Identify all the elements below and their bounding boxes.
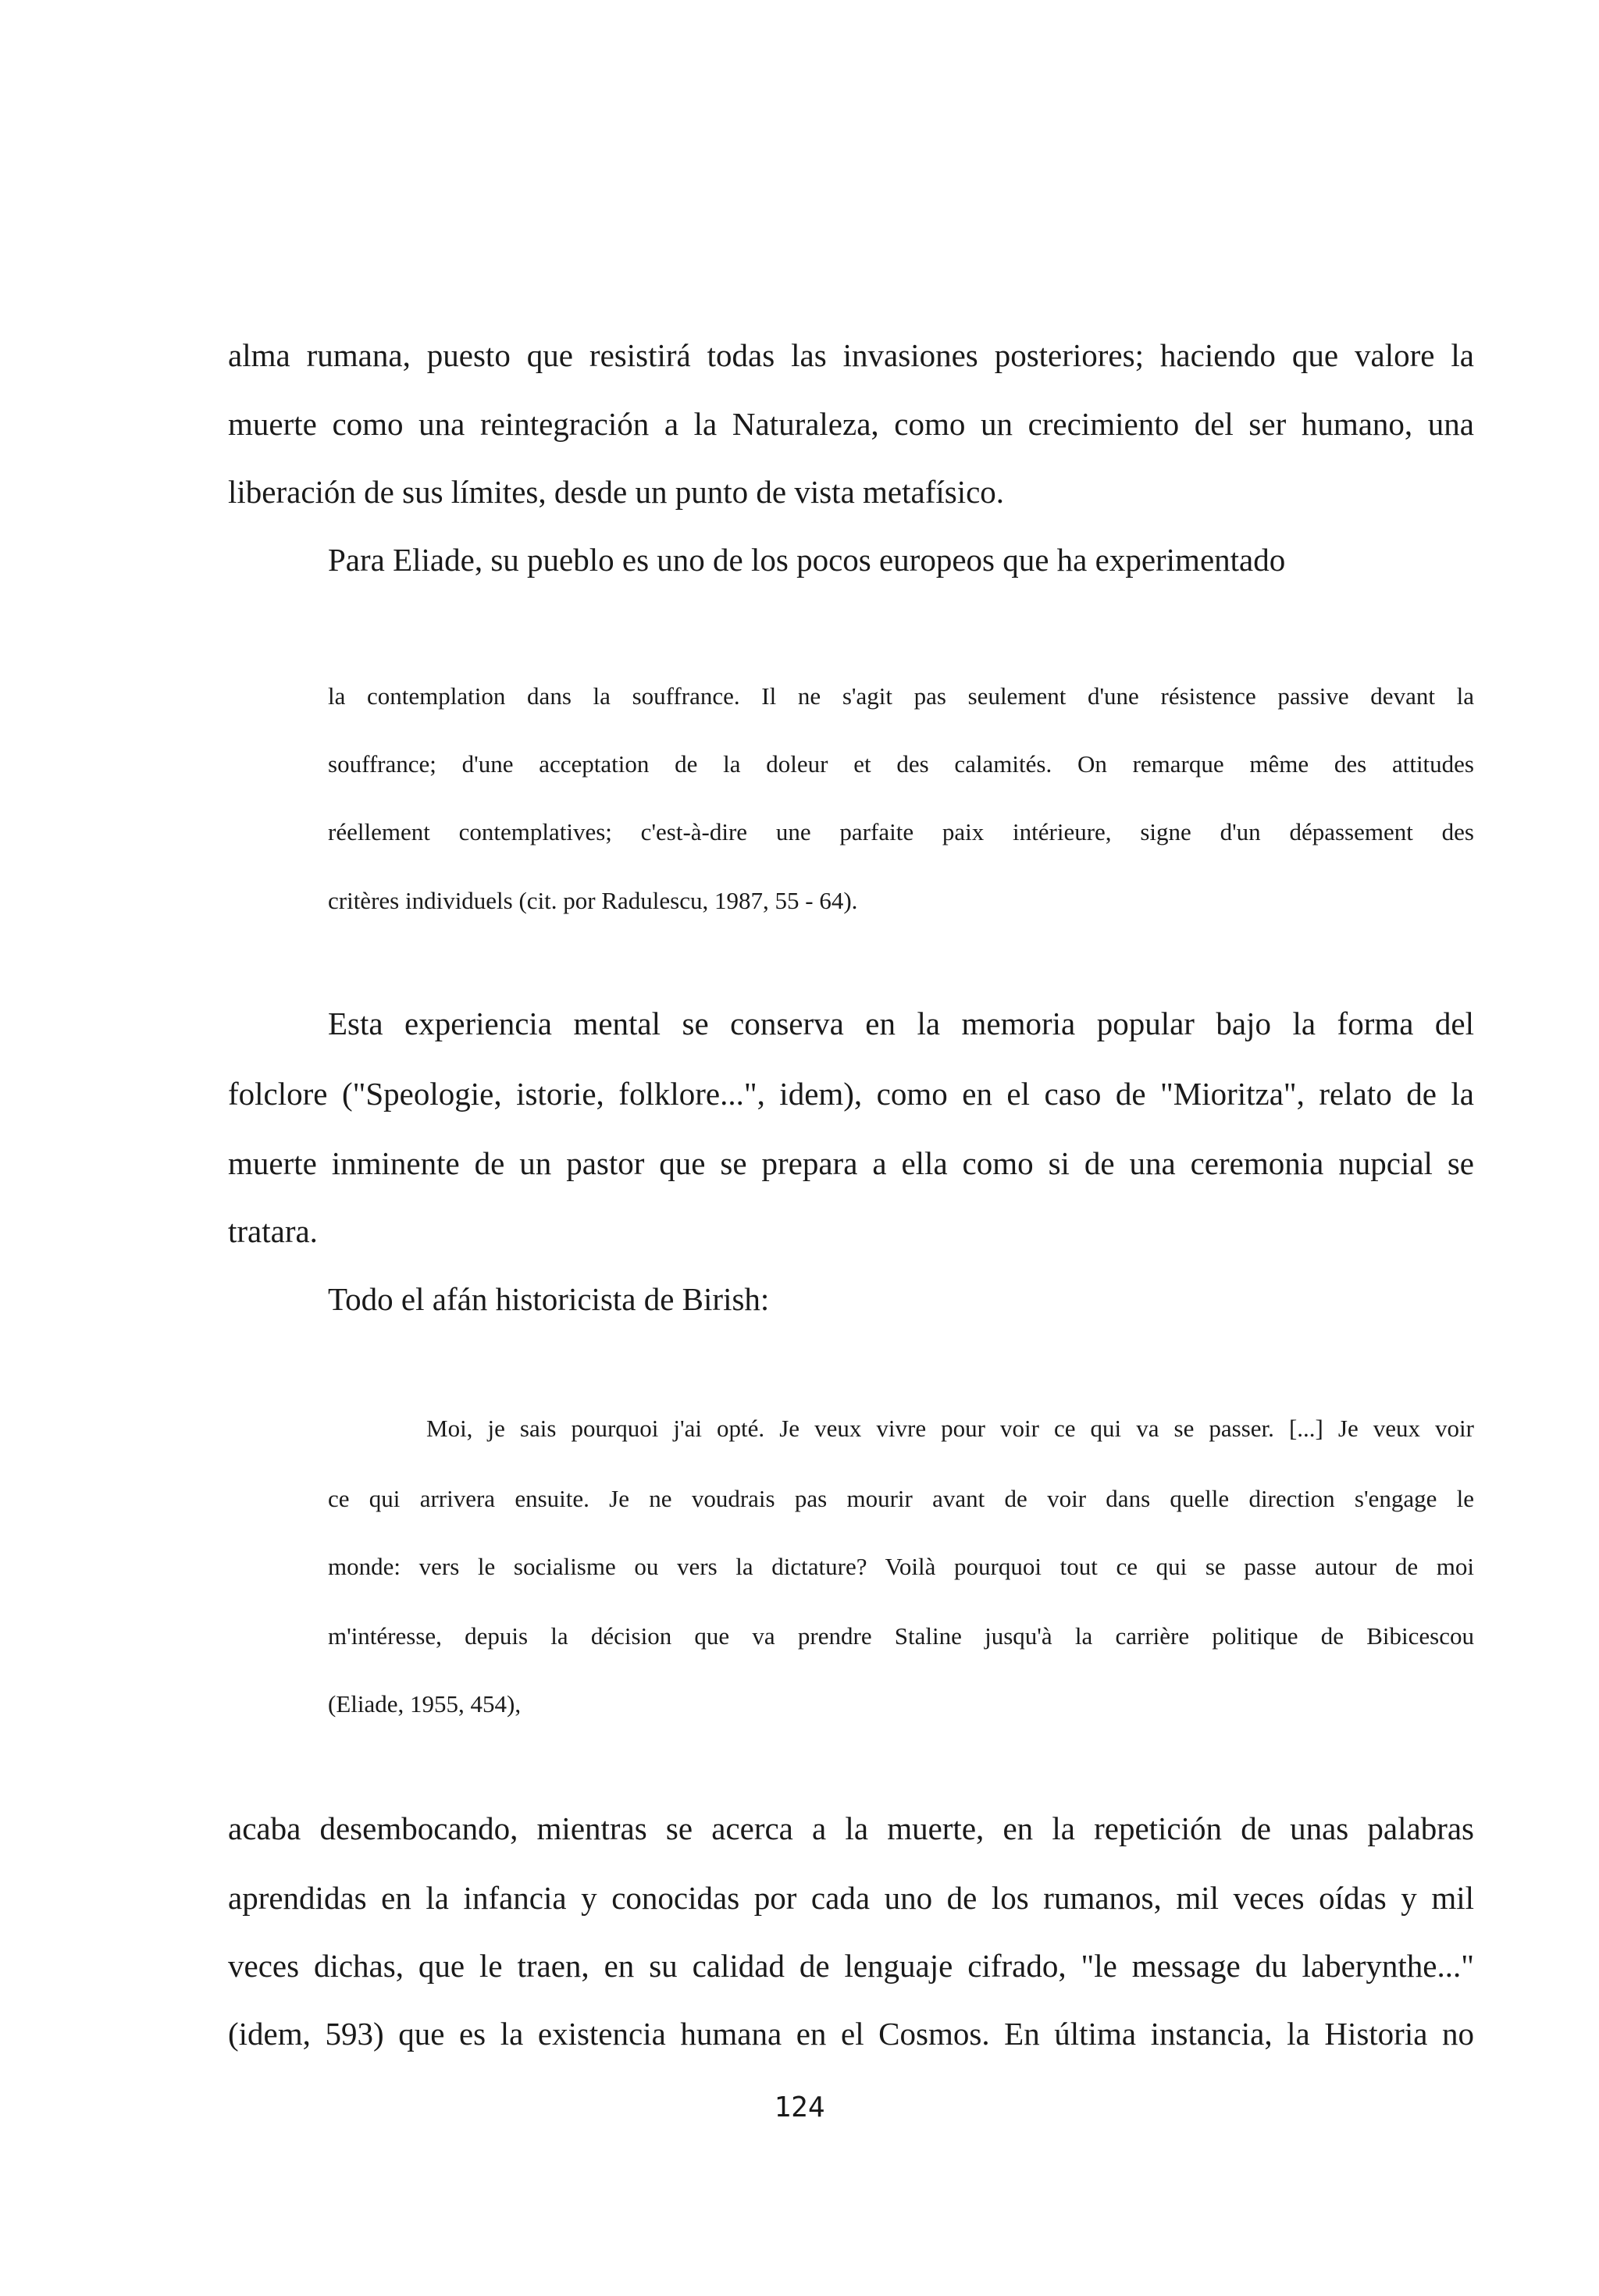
body-text-line: folclore ("Speologie, istorie, folklore...", idem), como en el caso de "Mioritza", relato de la [228,1076,1474,1112]
body-text-line: Todo el afán historicista de Birish: [328,1281,770,1317]
body-text-line: liberación de sus límites, desde un punto de vista metafísico. [228,474,1005,510]
block-quote-line: réellement contemplatives; c'est-à-dire une parfaite paix intérieure, signe d'un dépassement des [328,818,1474,845]
block-quote-line: critères individuels (cit. por Radulescu, 1987, 55 - 64). [328,887,858,914]
body-text-line: muerte como una reintegración a la Naturaleza, como un crecimiento del ser humano, una [228,406,1474,442]
body-text-line: Esta experiencia mental se conserva en la memoria popular bajo la forma del [328,1006,1474,1041]
body-text-line: alma rumana, puesto que resistirá todas las invasiones posteriores; haciendo que valore la [228,337,1474,373]
body-text-line: muerte inminente de un pastor que se prepara a ella como si de una ceremonia nupcial se [228,1145,1474,1181]
block-quote-line: souffrance; d'une acceptation de la doleur et des calamités. On remarque même des attitudes [328,750,1474,778]
block-quote-line: Moi, je sais pourquoi j'ai opté. Je veux vivre pour voir ce qui va se passer. [...] Je veux voir [426,1415,1474,1442]
body-text-line: aprendidas en la infancia y conocidas por cada uno de los rumanos, mil veces oídas y mil [228,1880,1474,1916]
block-quote-line: m'intéresse, depuis la décision que va prendre Staline jusqu'à la carrière politique de Bibicescou [328,1622,1474,1650]
body-text-line: acaba desembocando, mientras se acerca a la muerte, en la repetición de unas palabras [228,1810,1474,1846]
page-number: 124 [774,2091,825,2123]
block-quote-line: (Eliade, 1955, 454), [328,1690,522,1718]
body-text-line: (idem, 593) que es la existencia humana en el Cosmos. En última instancia, la Historia no [228,2016,1474,2052]
block-quote-line: ce qui arrivera ensuite. Je ne voudrais pas mourir avant de voir dans quelle direction s'engage le [328,1485,1474,1512]
body-text-line: tratara. [228,1213,318,1249]
block-quote-line: la contemplation dans la souffrance. Il ne s'agit pas seulement d'une résistence passive devant la [328,682,1474,710]
body-text-line: Para Eliade, su pueblo es uno de los pocos europeos que ha experimentado [328,542,1286,578]
body-text-line: veces dichas, que le traen, en su calidad de lenguaje cifrado, "le message du laberynthe..." [228,1948,1474,1984]
block-quote-line: monde: vers le socialisme ou vers la dictature? Voilà pourquoi tout ce qui se passe autour de moi [328,1553,1474,1580]
